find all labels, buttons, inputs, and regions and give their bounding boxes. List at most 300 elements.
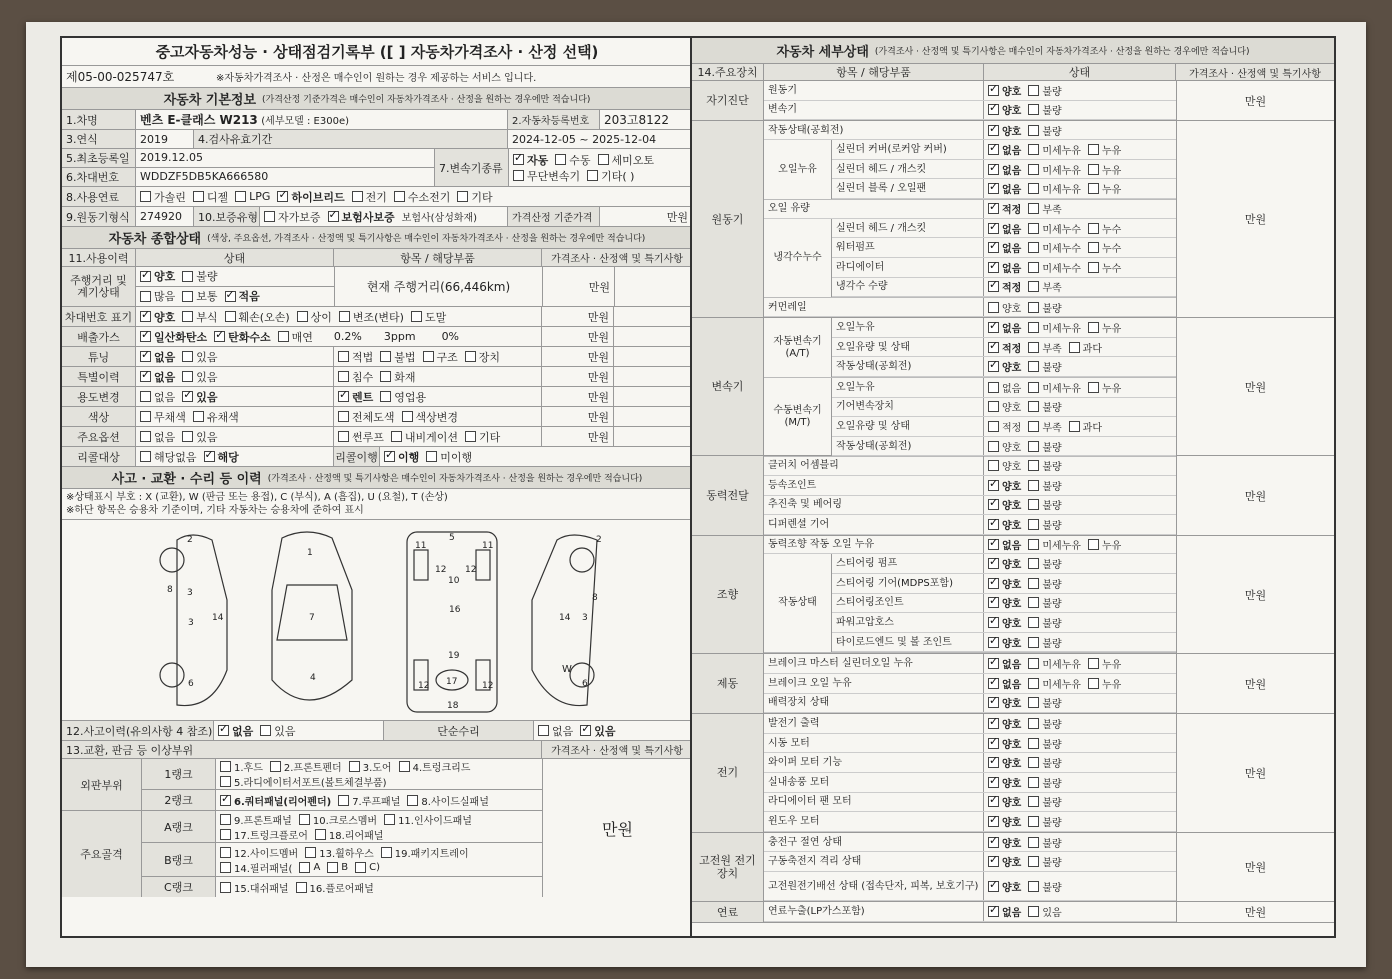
option-minor_w-checkbox[interactable]: 미세누수	[1028, 260, 1081, 275]
item-label: 작동상태(공회전)	[832, 357, 984, 376]
recall-na-checkbox[interactable]: 해당없음	[140, 449, 197, 465]
option-good-checkbox[interactable]: ✓ 양호	[988, 854, 1021, 869]
detail-row-e9	[832, 278, 1176, 298]
svg-text:4: 4	[310, 673, 316, 683]
fuel-lpg-checkbox[interactable]: LPG	[235, 190, 270, 203]
option-low-checkbox[interactable]: 부족	[1028, 279, 1061, 294]
fuel-diesel-checkbox[interactable]: 디젤	[193, 189, 228, 205]
accident-section-note: (가격조사 · 산정액 및 특기사항은 매수인이 자동차가격조사 · 산정을 원하는 경우에만 적습니다)	[267, 474, 643, 484]
option-low-checkbox[interactable]: 부족	[1028, 201, 1061, 216]
option-good-checkbox[interactable]: ✓ 양호	[988, 814, 1021, 829]
option-good-checkbox[interactable]: 양호	[988, 300, 1021, 315]
option-good-checkbox[interactable]: ✓ 양호	[988, 755, 1021, 770]
option-bad-checkbox[interactable]: 불량	[1028, 736, 1061, 751]
detail-group-fuel	[692, 902, 1334, 923]
option-good-checkbox[interactable]: ✓ 양호	[988, 695, 1021, 710]
detail-group-engine	[692, 121, 1334, 318]
part-door-checkbox[interactable]: 3.도어	[349, 759, 392, 774]
detail-row-e10	[764, 298, 1176, 317]
status-symbol-legend: ※상태표시 부호 : X (교환), W (판금 또는 용접), C (부식), A (흠집), U (요철), T (손상)	[66, 492, 448, 503]
option-none-checkbox[interactable]: ✓ 없음	[988, 162, 1021, 177]
use-none-checkbox[interactable]: 없음	[140, 389, 175, 405]
option-ok-checkbox[interactable]: ✓ 적정	[988, 340, 1021, 355]
option-leak-checkbox[interactable]: 누유	[1088, 320, 1121, 335]
option-minor-checkbox[interactable]: 미세누유	[1028, 320, 1081, 335]
pillar-c-checkbox[interactable]: C)	[355, 862, 380, 873]
item-label: 실린더 블록 / 오일팬	[832, 179, 984, 198]
item-label: 브레이크 마스터 실린더오일 누유	[764, 654, 984, 673]
mileage-bad-checkbox[interactable]: 불량	[182, 268, 217, 284]
vin-mark-different-checkbox[interactable]: 상이	[297, 309, 332, 325]
option-bad-checkbox[interactable]: 불량	[1028, 458, 1061, 473]
detail-row-e8	[832, 258, 1176, 278]
detail-row-st1	[764, 536, 1176, 555]
item-label: 오일 유량	[764, 200, 984, 218]
mileage-row	[62, 267, 692, 307]
detail-row-e4	[832, 179, 1176, 199]
recall-applicable-checkbox[interactable]: ✓ 해당	[204, 449, 239, 465]
trans-manual-checkbox[interactable]: 수동	[555, 152, 590, 168]
part-rear-panel-checkbox[interactable]: 18.리어패널	[315, 827, 384, 842]
option-leak-checkbox[interactable]: 누유	[1088, 537, 1121, 552]
option-bad-checkbox[interactable]: 불량	[1028, 635, 1061, 650]
warranty-self-checkbox[interactable]: 자가보증	[264, 209, 321, 225]
detail-group-steer	[692, 536, 1334, 655]
subgroup-label: 수동변속기 (M/T)	[764, 378, 832, 456]
option-minor-checkbox[interactable]: 미세누유	[1028, 380, 1081, 395]
simple-repair-yes-checkbox[interactable]: ✓ 있음	[580, 723, 615, 739]
vin-mark-painted-checkbox[interactable]: 도말	[411, 309, 446, 325]
option-good-checkbox[interactable]: ✓ 양호	[988, 595, 1021, 610]
svg-text:1: 1	[307, 548, 313, 558]
item-label: 오일누유	[832, 378, 984, 397]
accident-section-title: 사고 · 교환 · 수리 등 이력	[111, 472, 262, 487]
svg-text:14: 14	[559, 613, 571, 623]
use-change-label: 용도변경	[62, 387, 136, 406]
parts-price-header: 가격조사 · 산정액 및 특기사항	[551, 746, 683, 757]
option-bad-checkbox[interactable]: 불량	[1028, 695, 1061, 710]
detail-header-row	[692, 64, 1334, 81]
item-label: 고전원전기배선 상태 (접속단자, 피복, 보호기구)	[764, 872, 984, 900]
option-bad-checkbox[interactable]: 불량	[1028, 439, 1061, 454]
tuning-yes-checkbox[interactable]: 있음	[182, 349, 217, 365]
svg-text:19: 19	[448, 651, 460, 661]
tuning-row: 튜닝 ✓ 없음 있음 적법 불법 구조 장치 만원	[62, 347, 692, 367]
detail-row-el5	[764, 793, 1176, 813]
group-label: 변속기	[692, 318, 764, 455]
option-minor_w-checkbox[interactable]: 미세누수	[1028, 240, 1081, 255]
svg-text:11: 11	[482, 541, 494, 551]
group-label: 제동	[692, 654, 764, 713]
option-bad-checkbox[interactable]: 불량	[1028, 595, 1061, 610]
detail-row-p4	[764, 515, 1176, 535]
emission-co-checkbox[interactable]: ✓ 일산화탄소	[140, 329, 207, 345]
option-bad-checkbox[interactable]: 불량	[1028, 794, 1061, 809]
accident-yes-checkbox[interactable]: 있음	[260, 723, 295, 739]
detail-section-header	[692, 38, 1334, 64]
emission-smoke-value: 0%	[441, 330, 460, 343]
option-none-checkbox[interactable]: ✓ 없음	[988, 142, 1021, 157]
svg-text:12: 12	[435, 565, 447, 575]
option-good-checkbox[interactable]: ✓ 양호	[988, 359, 1021, 374]
option-bad-checkbox[interactable]: 불량	[1028, 517, 1061, 532]
special-flood-checkbox[interactable]: 침수	[338, 369, 373, 385]
subgroup-label: 냉각수누수	[764, 219, 832, 297]
svg-text:12: 12	[482, 681, 494, 691]
item-label: 스티어링 펌프	[832, 554, 984, 573]
option-good-checkbox[interactable]: ✓ 양호	[988, 123, 1021, 138]
item-label: 구동축전지 격리 상태	[764, 852, 984, 871]
right-sheet	[690, 36, 1336, 938]
option-low-checkbox[interactable]: 부족	[1028, 340, 1061, 355]
tuning-legal-checkbox[interactable]: 적법	[338, 349, 373, 365]
option-leak_w-checkbox[interactable]: 누수	[1088, 260, 1121, 275]
left-rear-wheel	[160, 663, 184, 687]
option-bad-checkbox[interactable]: 불량	[1028, 879, 1061, 894]
part-package-tray-checkbox[interactable]: 19.패키지트레이	[381, 845, 469, 860]
doc-no-row	[62, 66, 692, 88]
car-name-value: 벤츠 E-클래스 W213	[140, 113, 258, 127]
item-label: 실린더 커버(로커암 커버)	[832, 140, 984, 159]
car-name-label: 1.차명	[62, 110, 136, 129]
use-business-checkbox[interactable]: 영업용	[380, 389, 426, 405]
recall-done-checkbox[interactable]: ✓ 이행	[384, 449, 419, 465]
detail-row-el2	[764, 734, 1176, 754]
options-yes-checkbox[interactable]: 있음	[182, 429, 217, 445]
part-side-member-checkbox[interactable]: 12.사이드멤버	[220, 845, 298, 860]
option-good-checkbox[interactable]: ✓ 양호	[988, 576, 1021, 591]
item-label: 작동상태(공회전)	[764, 121, 984, 139]
tuning-device-checkbox[interactable]: 장치	[465, 349, 500, 365]
option-good-checkbox[interactable]: ✓ 양호	[988, 835, 1021, 850]
trans-type-label: 7.변속기종류	[435, 149, 509, 186]
option-none-checkbox[interactable]: ✓ 없음	[988, 181, 1021, 196]
option-good-checkbox[interactable]: ✓ 양호	[988, 497, 1021, 512]
status-header: 상태	[136, 249, 334, 266]
detail-group-trans	[692, 318, 1334, 456]
option-leak-checkbox[interactable]: 누유	[1088, 656, 1121, 671]
detail-row-st4	[832, 594, 1176, 614]
option-bad-checkbox[interactable]: 불량	[1028, 359, 1061, 374]
option-bad-checkbox[interactable]: 불량	[1028, 123, 1061, 138]
option-leak-checkbox[interactable]: 누유	[1088, 676, 1121, 691]
option-exist-checkbox[interactable]: 있음	[1028, 904, 1061, 919]
emission-label: 배출가스	[62, 327, 136, 346]
part-pillar-panel-checkbox[interactable]: 14.필러패널(	[220, 860, 292, 875]
part-trunk-lid-checkbox[interactable]: 4.트렁크리드	[399, 759, 471, 774]
mileage-good-checkbox[interactable]: ✓ 양호	[140, 268, 175, 284]
group-label: 조향	[692, 536, 764, 654]
item-label: 원동기	[764, 81, 984, 100]
detail-group-hv	[692, 833, 1334, 903]
option-leak-checkbox[interactable]: 누유	[1088, 162, 1121, 177]
part-roof-panel-checkbox[interactable]: 7.루프패널	[338, 793, 400, 808]
vin-mark-altered-checkbox[interactable]: 변조(변타)	[339, 309, 404, 325]
item-header: 항목 / 해당부품	[334, 249, 542, 266]
pillar-a-checkbox[interactable]: A	[299, 862, 320, 873]
tuning-none-checkbox[interactable]: ✓ 없음	[140, 349, 175, 365]
trans-other-checkbox[interactable]: 기타( )	[587, 168, 634, 184]
recall-row	[62, 447, 692, 467]
paper	[26, 22, 1366, 967]
vin-label: 6.차대번호	[62, 168, 136, 186]
rankC-label: C랭크	[142, 877, 216, 897]
main-frame-label: 주요골격	[62, 811, 142, 897]
svg-text:3: 3	[188, 618, 194, 628]
detail-row-h1	[764, 833, 1176, 853]
option-low-checkbox[interactable]: 부족	[1028, 419, 1061, 434]
option-bad-checkbox[interactable]: 불량	[1028, 83, 1061, 98]
option-over-checkbox[interactable]: 과다	[1069, 419, 1102, 434]
accident-history-row	[62, 721, 692, 741]
option-good-checkbox[interactable]: ✓ 양호	[988, 517, 1021, 532]
valid-period-label: 4.검사유효기간	[194, 130, 508, 148]
part-dash-panel-checkbox[interactable]: 15.대쉬패널	[220, 880, 289, 895]
detail-row-t4	[832, 378, 1176, 398]
options-other-checkbox[interactable]: 기타	[465, 429, 500, 445]
option-none-checkbox[interactable]: ✓ 없음	[988, 656, 1021, 671]
use-yes-checkbox[interactable]: ✓ 있음	[182, 389, 217, 405]
svg-text:17: 17	[446, 677, 458, 687]
color-change-checkbox[interactable]: 색상변경	[402, 409, 459, 425]
option-bad-checkbox[interactable]: 불량	[1028, 854, 1061, 869]
option-bad-checkbox[interactable]: 불량	[1028, 775, 1061, 790]
option-none-checkbox[interactable]: ✓ 없음	[988, 904, 1021, 919]
mileage-few-checkbox[interactable]: ✓ 적음	[225, 288, 260, 304]
option-none-checkbox[interactable]: ✓ 없음	[988, 676, 1021, 691]
part-side-sill-checkbox[interactable]: 8.사이드실패널	[407, 793, 489, 808]
detail-row-el3	[764, 753, 1176, 773]
detail-row-t7	[832, 437, 1176, 457]
option-good-checkbox[interactable]: ✓ 양호	[988, 736, 1021, 751]
rank2-label: 2랭크	[142, 790, 216, 810]
rankB-label: B랭크	[142, 843, 216, 876]
options-sunroof-checkbox[interactable]: 썬루프	[338, 429, 384, 445]
option-good-checkbox[interactable]: ✓ 양호	[988, 556, 1021, 571]
group-price-unit: 만원	[1244, 861, 1267, 875]
option-minor-checkbox[interactable]: 미세누유	[1028, 537, 1081, 552]
options-label: 주요옵션	[62, 427, 136, 446]
usage-history-header: 11.사용이력	[62, 249, 136, 266]
option-none-checkbox[interactable]: 없음	[988, 380, 1021, 395]
fuel-label: 8.사용연료	[62, 187, 136, 206]
mileage-label: 주행거리 및 계기상태	[62, 267, 136, 306]
color-row: 색상 무채색 유채색 전체도색 색상변경 만원	[62, 407, 692, 427]
car-model-detail: (세부모델 : E300e)	[261, 116, 350, 127]
tuning-illegal-checkbox[interactable]: 불법	[380, 349, 415, 365]
simple-repair-none-checkbox[interactable]: 없음	[538, 723, 573, 739]
overall-section-note: (색상, 주요옵션, 가격조사 · 산정액 및 특기사항은 매수인이 자동차가격조사 · 산정을 원하는 경우에만 적습니다)	[207, 234, 646, 244]
option-bad-checkbox[interactable]: 불량	[1028, 102, 1061, 117]
option-bad-checkbox[interactable]: 불량	[1028, 478, 1061, 493]
basic-section-title: 자동차 기본정보	[163, 93, 257, 108]
group-price-unit: 만원	[1244, 588, 1267, 602]
option-good-checkbox[interactable]: ✓ 양호	[988, 102, 1021, 117]
vin-value: WDDZF5DB5KA666580	[140, 170, 269, 184]
option-bad-checkbox[interactable]: 불량	[1028, 814, 1061, 829]
option-good-checkbox[interactable]: 양호	[988, 458, 1021, 473]
option-leak-checkbox[interactable]: 누유	[1088, 181, 1121, 196]
color-achromatic-checkbox[interactable]: 무채색	[140, 409, 186, 425]
option-good-checkbox[interactable]: ✓ 양호	[988, 478, 1021, 493]
detail-row-b3	[764, 694, 1176, 714]
emission-smoke-checkbox[interactable]: 매연	[278, 329, 313, 345]
option-none-checkbox[interactable]: ✓ 없음	[988, 320, 1021, 335]
special-yes-checkbox[interactable]: 있음	[182, 369, 217, 385]
svg-text:16: 16	[449, 605, 461, 615]
detail-row-s1	[764, 81, 1176, 101]
part-inside-panel-checkbox[interactable]: 11.인사이드패널	[384, 812, 472, 827]
option-none-checkbox[interactable]: ✓ 없음	[988, 221, 1021, 236]
item-label: 추진축 및 베어링	[764, 496, 984, 515]
fuel-hybrid-checkbox[interactable]: ✓ 하이브리드	[277, 189, 344, 205]
option-leak_w-checkbox[interactable]: 누수	[1088, 240, 1121, 255]
option-bad-checkbox[interactable]: 불량	[1028, 755, 1061, 770]
option-leak-checkbox[interactable]: 누유	[1088, 142, 1121, 157]
warranty-insurer-checkbox[interactable]: ✓ 보험사보증	[328, 209, 395, 225]
option-good-checkbox[interactable]: ✓ 양호	[988, 716, 1021, 731]
tuning-structure-checkbox[interactable]: 구조	[423, 349, 458, 365]
emission-hc-checkbox[interactable]: ✓ 탄화수소	[214, 329, 271, 345]
trans-cvt-checkbox[interactable]: 무단변속기	[513, 168, 580, 184]
svg-text:3: 3	[582, 613, 588, 623]
option-bad-checkbox[interactable]: 불량	[1028, 576, 1061, 591]
option-good-checkbox[interactable]: ✓ 양호	[988, 635, 1021, 650]
motor-label: 9.원동기형식	[62, 207, 136, 226]
option-bad-checkbox[interactable]: 불량	[1028, 615, 1061, 630]
fuel-hydrogen-checkbox[interactable]: 수소전기	[394, 189, 451, 205]
vin-mark-corrosion-checkbox[interactable]: 부식	[182, 309, 217, 325]
detail-row-b1	[764, 654, 1176, 674]
option-none-checkbox[interactable]: ✓ 없음	[988, 260, 1021, 275]
option-minor-checkbox[interactable]: 미세누유	[1028, 676, 1081, 691]
option-ok-checkbox[interactable]: ✓ 적정	[988, 279, 1021, 294]
parts-price-unit: 만원	[602, 819, 633, 839]
simple-repair-label: 단순수리	[384, 721, 534, 740]
form-title-row	[62, 38, 692, 66]
svg-text:12: 12	[418, 681, 430, 691]
option-good-checkbox[interactable]: ✓ 양호	[988, 83, 1021, 98]
detail-row-st5	[832, 613, 1176, 633]
option-bad-checkbox[interactable]: 불량	[1028, 716, 1061, 731]
passenger-car-note: ※하단 항목은 승용차 기준이며, 기타 자동차는 승용차에 준하여 표시	[66, 505, 364, 516]
part-front-fender-checkbox[interactable]: 2.프론트펜더	[270, 759, 342, 774]
detail-row-e7	[832, 238, 1176, 258]
option-good-checkbox[interactable]: ✓ 양호	[988, 794, 1021, 809]
part-quarter-panel-checkbox[interactable]: ✓ 6.쿼터패널(리어펜더)	[220, 793, 331, 808]
part-radiator-support-checkbox[interactable]: 5.라디에이터서포트(볼트체결부품)	[220, 774, 387, 789]
detail-row-s2	[764, 101, 1176, 121]
trans-semi-checkbox[interactable]: 세미오토	[598, 152, 655, 168]
option-ok-checkbox[interactable]: ✓ 적정	[988, 201, 1021, 216]
option-over-checkbox[interactable]: 과다	[1069, 340, 1102, 355]
option-minor-checkbox[interactable]: 미세누유	[1028, 181, 1081, 196]
option-good-checkbox[interactable]: ✓ 양호	[988, 615, 1021, 630]
option-good-checkbox[interactable]: ✓ 양호	[988, 879, 1021, 894]
overall-section-title: 자동차 종합상태	[108, 232, 202, 247]
options-navigation-checkbox[interactable]: 내비게이션	[391, 429, 458, 445]
subgroup-label: 작동상태	[764, 554, 832, 652]
option-good-checkbox[interactable]: 양호	[988, 399, 1021, 414]
car-outline-diagram	[62, 520, 692, 720]
mileage-value: 현재 주행거리(66,446km)	[335, 267, 543, 306]
item-label: 냉각수 수량	[832, 278, 984, 297]
part-trunk-floor-checkbox[interactable]: 17.트렁크플로어	[220, 827, 308, 842]
option-leak_w-checkbox[interactable]: 누수	[1088, 221, 1121, 236]
car-diagram	[62, 520, 692, 721]
option-bad-checkbox[interactable]: 불량	[1028, 399, 1061, 414]
detail-row-p2	[764, 476, 1176, 496]
detail-row-e2	[832, 140, 1176, 160]
mileage-normal-checkbox[interactable]: 보통	[182, 288, 217, 304]
frame-wheel-fr	[476, 550, 490, 580]
mileage-many-checkbox[interactable]: 많음	[140, 288, 175, 304]
option-good-checkbox[interactable]: ✓ 양호	[988, 775, 1021, 790]
option-leak-checkbox[interactable]: 누유	[1088, 380, 1121, 395]
option-none-checkbox[interactable]: ✓ 없음	[988, 240, 1021, 255]
item-label: 스티어링조인트	[832, 594, 984, 613]
option-good-checkbox[interactable]: 양호	[988, 439, 1021, 454]
part-wheel-house-checkbox[interactable]: 13.휠하우스	[305, 845, 374, 860]
option-minor-checkbox[interactable]: 미세누유	[1028, 162, 1081, 177]
part-floor-panel-checkbox[interactable]: 16.플로어패널	[296, 880, 374, 895]
fuel-gasoline-checkbox[interactable]: 가솔린	[140, 189, 186, 205]
warranty-options	[260, 207, 508, 226]
trans-auto-checkbox[interactable]: ✓ 자동	[513, 152, 548, 168]
part-front-panel-checkbox[interactable]: 9.프론트패널	[220, 812, 292, 827]
recall-label: 리콜대상	[62, 447, 136, 466]
detail-row-f1	[764, 902, 1176, 922]
tuning-label: 튜닝	[62, 347, 136, 366]
accident-section-header	[62, 467, 692, 489]
option-bad-checkbox[interactable]: 불량	[1028, 835, 1061, 850]
option-none-checkbox[interactable]: ✓ 없음	[988, 537, 1021, 552]
part-hood-checkbox[interactable]: 1.후드	[220, 759, 263, 774]
detail-row-t1	[832, 318, 1176, 338]
option-minor_w-checkbox[interactable]: 미세누수	[1028, 221, 1081, 236]
option-bad-checkbox[interactable]: 불량	[1028, 497, 1061, 512]
option-minor-checkbox[interactable]: 미세누유	[1028, 142, 1081, 157]
part-cross-member-checkbox[interactable]: 10.크로스멤버	[299, 812, 377, 827]
color-fullpaint-checkbox[interactable]: 전체도색	[338, 409, 395, 425]
item-label: 실린더 헤드 / 개스킷	[832, 219, 984, 238]
group-price-unit: 만원	[1244, 677, 1267, 691]
option-minor-checkbox[interactable]: 미세누유	[1028, 656, 1081, 671]
option-bad-checkbox[interactable]: 불량	[1028, 300, 1061, 315]
option-ok-checkbox[interactable]: 적정	[988, 419, 1021, 434]
pillar-b-checkbox[interactable]: B	[327, 862, 348, 873]
item-label: 오일유량 및 상태	[832, 338, 984, 357]
options-none-checkbox[interactable]: 없음	[140, 429, 175, 445]
warranty-label: 10.보증유형	[194, 207, 260, 226]
recall-notdone-checkbox[interactable]: 미이행	[426, 449, 472, 465]
option-bad-checkbox[interactable]: 불량	[1028, 556, 1061, 571]
special-fire-checkbox[interactable]: 화재	[380, 369, 415, 385]
fuel-electric-checkbox[interactable]: 전기	[352, 189, 387, 205]
special-none-checkbox[interactable]: ✓ 없음	[140, 369, 175, 385]
vin-mark-good-checkbox[interactable]: ✓ 양호	[140, 309, 175, 325]
group-price-unit: 만원	[1244, 213, 1267, 227]
fuel-other-checkbox[interactable]: 기타	[457, 189, 492, 205]
use-rent-checkbox[interactable]: ✓ 렌트	[338, 389, 373, 405]
special-history-label: 특별이력	[62, 367, 136, 386]
item-label: 충전구 절연 상태	[764, 833, 984, 852]
accident-none-checkbox[interactable]: ✓ 없음	[218, 723, 253, 739]
vin-mark-damaged-checkbox[interactable]: 훼손(오손)	[225, 309, 290, 325]
year-label: 3.연식	[62, 130, 136, 148]
color-chromatic-checkbox[interactable]: 유채색	[193, 409, 239, 425]
main-device-header: 14.주요장치	[692, 64, 764, 80]
